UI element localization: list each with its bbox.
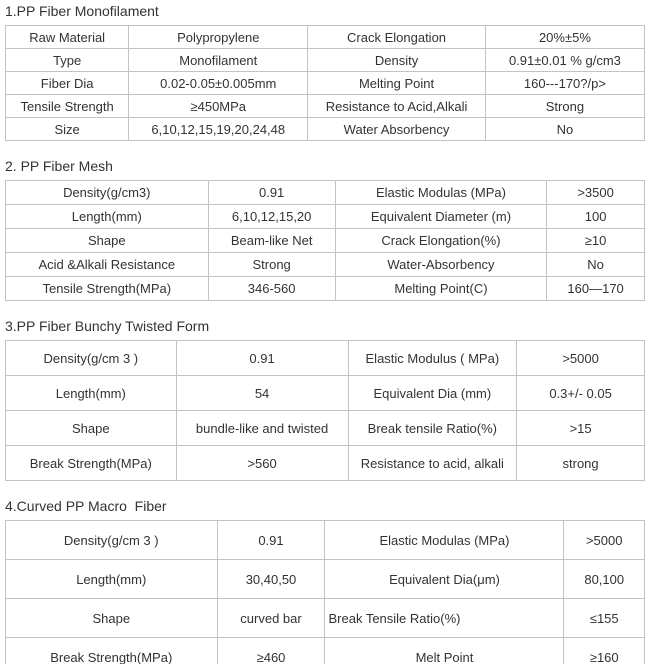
spec-label: Water Absorbency — [308, 118, 486, 141]
spec-label: Break Strength(MPa) — [6, 446, 177, 481]
product-section — [4, 158, 645, 301]
spec-value: 6,10,12,15,19,20,24,48 — [129, 118, 308, 141]
spec-value: >3500 — [547, 181, 645, 205]
spec-label: Break Strength(MPa) — [6, 638, 218, 664]
spec-label: Tensile Strength(MPa) — [6, 277, 209, 301]
spec-label: Break Tensile Ratio(%) — [325, 599, 564, 638]
spec-label: Water-Absorbency — [335, 253, 547, 277]
spec-label: Raw Material — [6, 26, 129, 49]
spec-value: >5000 — [564, 521, 645, 560]
spec-value: Strong — [485, 95, 644, 118]
spec-value: No — [547, 253, 645, 277]
spec-value: curved bar — [217, 599, 325, 638]
spec-label: Density(g/cm3) — [6, 181, 209, 205]
spec-row — [6, 277, 645, 301]
spec-value: 346-560 — [208, 277, 335, 301]
spec-label: Shape — [6, 599, 218, 638]
spec-label: Crack Elongation(%) — [335, 229, 547, 253]
spec-value: Polypropylene — [129, 26, 308, 49]
spec-value: 80,100 — [564, 560, 645, 599]
spec-label: Equivalent Dia (mm) — [348, 376, 517, 411]
spec-row — [6, 411, 645, 446]
section-title: 2. PP Fiber Mesh — [5, 158, 113, 174]
spec-label: Size — [6, 118, 129, 141]
spec-value: 20%±5% — [485, 26, 644, 49]
spec-row — [6, 341, 645, 376]
spec-row — [6, 26, 645, 49]
spec-value: 0.91 — [208, 181, 335, 205]
spec-value: >560 — [176, 446, 348, 481]
spec-row — [6, 521, 645, 560]
spec-value: 30,40,50 — [217, 560, 325, 599]
spec-label: Break tensile Ratio(%) — [348, 411, 517, 446]
spec-row — [6, 95, 645, 118]
spec-label: Acid &Alkali Resistance — [6, 253, 209, 277]
spec-label: Density(g/cm 3 ) — [6, 341, 177, 376]
spec-label: Density — [308, 49, 486, 72]
spec-label: Elastic Modulus ( MPa) — [348, 341, 517, 376]
spec-row — [6, 599, 645, 638]
spec-value: 160—170 — [547, 277, 645, 301]
spec-row — [6, 446, 645, 481]
spec-value: >5000 — [517, 341, 645, 376]
product-section — [4, 498, 645, 664]
spec-label: Length(mm) — [6, 205, 209, 229]
spec-value: Monofilament — [129, 49, 308, 72]
spec-label: Elastic Modulas (MPa) — [335, 181, 547, 205]
section-title: 3.PP Fiber Bunchy Twisted Form — [5, 318, 210, 334]
spec-value: >15 — [517, 411, 645, 446]
section-title: 4.Curved PP Macro Fiber — [5, 498, 167, 514]
spec-label: Elastic Modulas (MPa) — [325, 521, 564, 560]
spec-value: Strong — [208, 253, 335, 277]
spec-value: ≥460 — [217, 638, 325, 664]
spec-value: strong — [517, 446, 645, 481]
spec-value: ≥10 — [547, 229, 645, 253]
product-section — [4, 318, 645, 481]
spec-row — [6, 253, 645, 277]
spec-row — [6, 118, 645, 141]
spec-value: 54 — [176, 376, 348, 411]
spec-value: 0.91 — [217, 521, 325, 560]
spec-label: Shape — [6, 411, 177, 446]
spec-value: 0.3+/- 0.05 — [517, 376, 645, 411]
spec-row — [6, 181, 645, 205]
spec-label: Melting Point(C) — [335, 277, 547, 301]
spec-label: Resistance to Acid,Alkali — [308, 95, 486, 118]
spec-label: Crack Elongation — [308, 26, 486, 49]
spec-label: Type — [6, 49, 129, 72]
spec-label: Shape — [6, 229, 209, 253]
spec-value: bundle-like and twisted — [176, 411, 348, 446]
spec-label: Length(mm) — [6, 376, 177, 411]
spec-row — [6, 638, 645, 664]
spec-value: 0.91 — [176, 341, 348, 376]
spec-table — [5, 340, 645, 481]
product-section — [4, 3, 645, 141]
section-title: 1.PP Fiber Monofilament — [5, 3, 159, 19]
spec-value: Beam-like Net — [208, 229, 335, 253]
spec-label: Melting Point — [308, 72, 486, 95]
spec-value: 0.02-0.05±0.005mm — [129, 72, 308, 95]
spec-label: Equivalent Dia(μm) — [325, 560, 564, 599]
spec-row — [6, 229, 645, 253]
spec-row — [6, 205, 645, 229]
spec-value: ≥450MPa — [129, 95, 308, 118]
spec-label: Melt Point — [325, 638, 564, 664]
spec-row — [6, 376, 645, 411]
spec-row — [6, 560, 645, 599]
spec-label: Length(mm) — [6, 560, 218, 599]
spec-table — [5, 25, 645, 141]
spec-label: Tensile Strength — [6, 95, 129, 118]
spec-value: 6,10,12,15,20 — [208, 205, 335, 229]
spec-value: ≥160 — [564, 638, 645, 664]
spec-value: 160---170?/p> — [485, 72, 644, 95]
spec-row — [6, 72, 645, 95]
spec-label: Fiber Dia — [6, 72, 129, 95]
spec-table — [5, 520, 645, 664]
spec-label: Resistance to acid, alkali — [348, 446, 517, 481]
spec-table — [5, 180, 645, 301]
spec-value: No — [485, 118, 644, 141]
spec-value: ≤155 — [564, 599, 645, 638]
spec-label: Density(g/cm 3 ) — [6, 521, 218, 560]
spec-value: 0.91±0.01 % g/cm3 — [485, 49, 644, 72]
spec-label: Equivalent Diameter (m) — [335, 205, 547, 229]
spec-row — [6, 49, 645, 72]
spec-value: 100 — [547, 205, 645, 229]
